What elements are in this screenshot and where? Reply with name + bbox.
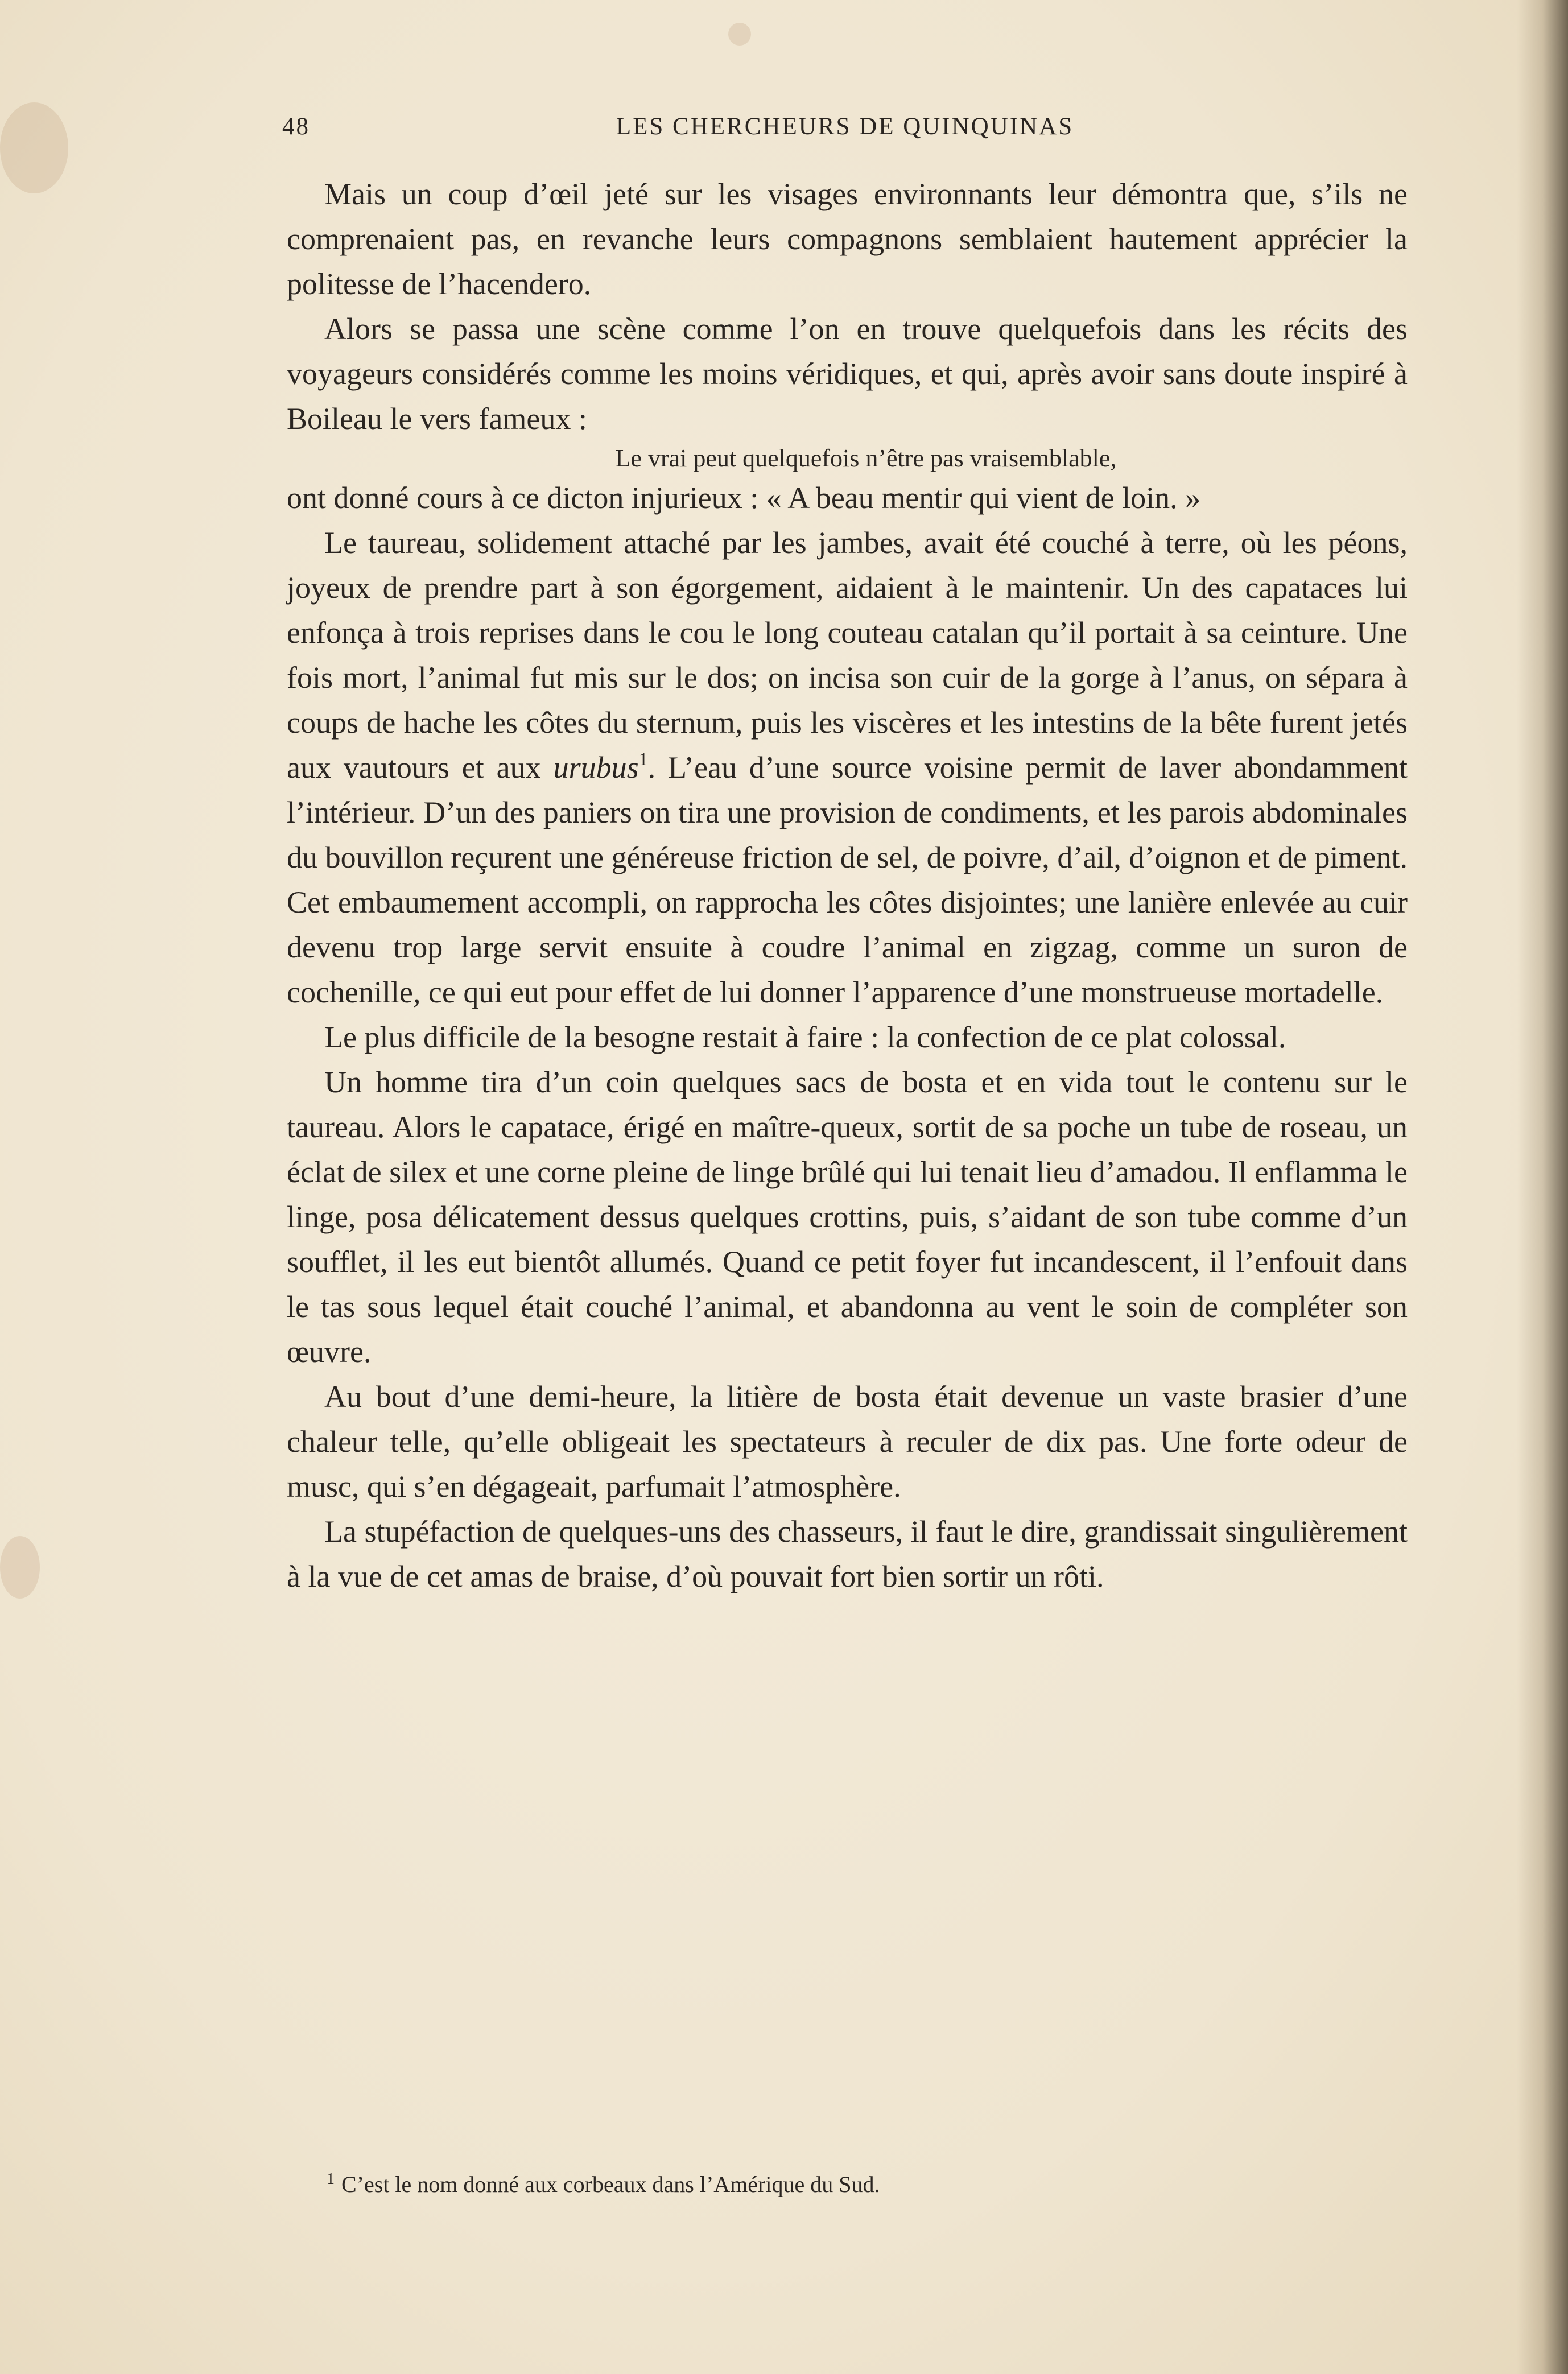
footnote	[327, 2169, 1408, 2200]
paragraph-text: Le taureau, solidement attaché par les jambes, avait été couché à terre, où les péons, joyeux de prendre part à son égorgement, aidaient à le maintenir. Un des capataces lui enfonça à trois reprises dans le cou le long couteau catalan qu’il portait à sa ceinture. Une fois mort, l’animal fut mis sur le dos; on incisa son cuir de la gorge à l’anus, on sépara à coups de hache les côtes du sternum, puis les viscères et les intestins de la bête furent jetés aux vautours et aux	[287, 526, 1408, 785]
footnote-number: 1	[327, 2170, 335, 2188]
paragraph: La stupéfaction de quelques-uns des chasseurs, il faut le dire, grandissait singulièrement à la vue de cet amas de braise, d’où pouvait fort bien sortir un rôti.	[287, 1514, 1408, 1593]
paragraph	[287, 521, 1408, 1015]
paragraph-continuation: ont donné cours à ce dicton injurieux : « A beau mentir qui vient de loin. »	[287, 481, 1201, 515]
paragraph: Alors se passa une scène comme l’on en trouve quelquefois dans les récits des voyageurs considérés comme les moins véridiques, et qui, après avoir sans doute inspiré à Boileau le vers fameux :	[287, 312, 1408, 436]
running-title: LES CHERCHEURS DE QUINQUINAS	[616, 113, 1074, 140]
footnote-reference: 1	[638, 749, 648, 769]
paper-stain	[0, 102, 68, 193]
paragraph-text: . L’eau d’une source voisine permit de laver abondamment l’intérieur. D’un des paniers on tira une provision de condiments, et les parois abdominales du bouvillon reçurent une généreuse friction de sel, de poivre, d’ail, d’oignon et de piment. Cet embaumement accompli, on rapprocha les côtes disjointes; une lanière enlevée au cuir devenu trop large servit ensuite à coudre l’animal en zigzag, comme un suron de cochenille, ce qui eut pour effet de lui donner l’apparence d’une monstrueuse mortadelle.	[287, 750, 1408, 1009]
verse-quote: Le vrai peut quelquefois n’être pas vraisemblable,	[615, 444, 1117, 472]
paragraph: Au bout d’une demi-heure, la litière de bosta était devenue un vaste brasier d’une chaleur telle, qu’elle obligeait les spectateurs à reculer de dix pas. Une forte odeur de musc, qui s’en dégageait, parfumait l’atmosphère.	[287, 1380, 1408, 1504]
paragraph: Un homme tira d’un coin quelques sacs de bosta et en vida tout le contenu sur le taureau. Alors le capatace, érigé en maître-queux, sortit de sa poche un tube de roseau, un éclat de silex et une corne pleine de linge brûlé qui lui tenait lieu d’amadou. Il enflamma le linge, posa délicatement dessus quelques crottins, puis, s’aidant de son tube comme d’un soufflet, il les eut bientôt allumés. Quand ce petit foyer fut incandescent, il l’enfouit dans le tas sous lequel était couché l’animal, et abandonna au vent le soin de compléter son œuvre.	[287, 1065, 1408, 1369]
body-text	[287, 172, 1408, 1599]
paper-stain	[0, 1536, 40, 1599]
paper-stain	[728, 23, 751, 46]
running-header	[282, 113, 1408, 152]
page-edge-shadow	[1517, 0, 1568, 2374]
page-number: 48	[282, 113, 310, 140]
paragraph: Le plus difficile de la besogne restait à faire : la confection de ce plat colossal.	[324, 1020, 1286, 1054]
paragraph: Mais un coup d’œil jeté sur les visages environnants leur démontra que, s’ils ne comprenaient pas, en revanche leurs compagnons semblaient hautement apprécier la politesse de l’hacendero.	[287, 177, 1408, 301]
italic-term: urubus	[553, 750, 639, 785]
footnote-text: C’est le nom donné aux corbeaux dans l’Amérique du Sud.	[341, 2171, 880, 2197]
